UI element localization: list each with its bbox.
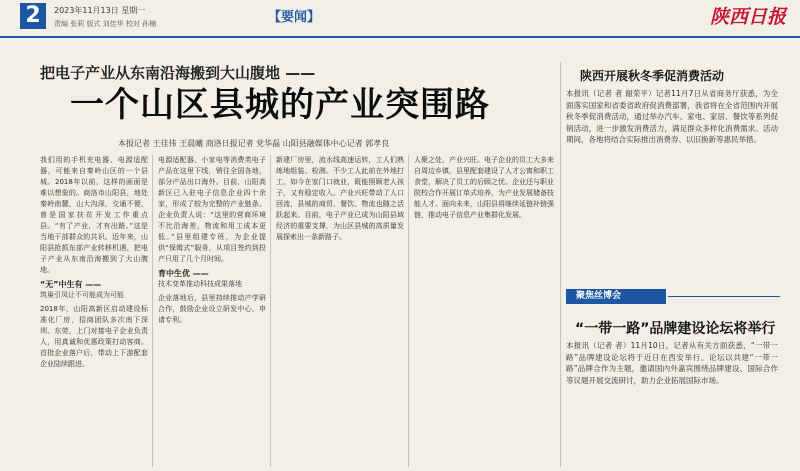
- article-byline: 本报记者 王佳伟 王晨曦 商洛日报记者 党华磊 山阳县融媒体中心记者 郭孝良: [118, 139, 390, 148]
- right-article-body: [566, 88, 778, 284]
- article-column-1: [40, 155, 148, 467]
- masthead: [0, 0, 800, 38]
- article-headline: 一个山区县城的产业突围路: [70, 85, 490, 125]
- column-3-text: 新建厂房里，流水线高速运转，工人们熟练地组装、检测。不少工人此前在外地打工，如今在家门口就业，既能照顾老人孩子，又有稳定收入。产业兴旺带动了人口回流，县城的商贸、餐饮、物流也随之活跃起来。目前，电子产业已成为山阳县域经济的重要支撑，为山区县城的高质量发展探索出一条新路子。: [276, 156, 404, 241]
- right-article-title: 陕西开展秋冬季促消费活动: [580, 69, 725, 83]
- column-divider: [408, 155, 409, 467]
- page-number: 2: [20, 3, 46, 29]
- column-divider: [270, 155, 271, 467]
- section-banner: 聚焦丝博会: [566, 289, 666, 304]
- right-article-title-2: “一带一路”品牌建设论坛将举行: [575, 321, 776, 337]
- column-divider: [152, 155, 153, 467]
- article-column-2: [158, 155, 266, 467]
- banner-rule: [668, 296, 780, 297]
- section-subheading-1: 筑巢引凤让不可能成为可能: [40, 291, 124, 299]
- right-divider: [560, 62, 561, 467]
- article-column-3: [276, 155, 404, 467]
- column-1-text: 我们用的手机充电器、电源适配器，可能来自秦岭山区的一个县城。2018年以前，这样的画面是难以想象的。商洛市山阳县，地处秦岭南麓，山大沟深，交通不便，曾是国家扶贫开发工作重点县。“有了产业，才有出路。”这是当地干部群众的共识。近年来，山阳县抢抓东部产业转移机遇，把电子产业从东南沿海搬到了大山腹地。: [40, 156, 148, 274]
- column-4-text: 人聚之处，产业兴旺。电子企业的员工大多来自周边乡镇，县里配套建设了人才公寓和职工食堂，解决了员工的后顾之忧。企业还与职业院校合作开展订单式培养，为产业发展储备技能人才。面向未来，山阳县将继续延链补链强链，推动电子信息产业集群化发展。: [414, 156, 554, 219]
- editor-line: 责编 张莉 版式 刘佳华 校对 孙楠: [54, 20, 157, 28]
- section-heading-2: 育中生优 ——: [158, 269, 209, 278]
- section-label: 【要闻】: [268, 10, 321, 25]
- column-2-text-2: 企业落地后，县里持续推动产学研合作，鼓励企业设立研发中心，申请专利。: [158, 294, 266, 324]
- right-article-text-2: 本报讯（记者 者）11月10日，记者从有关方面获悉，“一带一路”品牌建设论坛将于近日在西安举行。论坛以共建“一带一路”品牌合作为主题，邀请国内外嘉宾围绕品牌建设、国际合作等议题开展交流研讨，助力企业拓展国际市场。: [566, 341, 778, 385]
- right-article-body-2: [566, 340, 778, 467]
- article-subheading: 把电子产业从东南沿海搬到大山腹地 ——: [40, 64, 316, 82]
- newspaper-logo: 陕西日报: [710, 6, 787, 28]
- column-2-text: 电源适配器、小家电等消费类电子产品在这里下线，销往全国各地，部分产品出口海外。目前，山阳高新区已入驻电子信息企业四十余家，形成了较为完整的产业链条。企业负责人说：“这里的营商环境不比沿海差，物流和用工成本更低。”县里组建专班，为企业提供“保姆式”服务，从项目签约到投产只用了几个月时间。: [158, 156, 266, 263]
- section-subheading-2: 技术变革推动科技成果落地: [158, 280, 242, 288]
- article-column-4: [414, 155, 554, 467]
- right-article-text: 本报讯（记者 者 谢荣平）记者11月7日从省商务厅获悉，为全面落实国家和省委省政府促消费部署，我省将在全省范围内开展秋冬季促消费活动，通过举办汽车、家电、家居、餐饮等系列促销活动，进一步激发消费活力，满足群众多样化消费需求。活动期间，各地将结合实际推出消费券、以旧换新等惠民举措。: [566, 89, 778, 144]
- column-1-text-2: 2018年，山阳高新区启动建设标准化厂房，招商团队多次南下深圳、东莞，上门对接电子企业负责人，用真诚和优惠政策打动客商。首批企业落户后，带动上下游配套企业陆续跟进。: [40, 305, 148, 368]
- publish-date: 2023年11月13日 星期一: [54, 6, 146, 15]
- section-heading-1: “无”中生有 ——: [40, 280, 102, 289]
